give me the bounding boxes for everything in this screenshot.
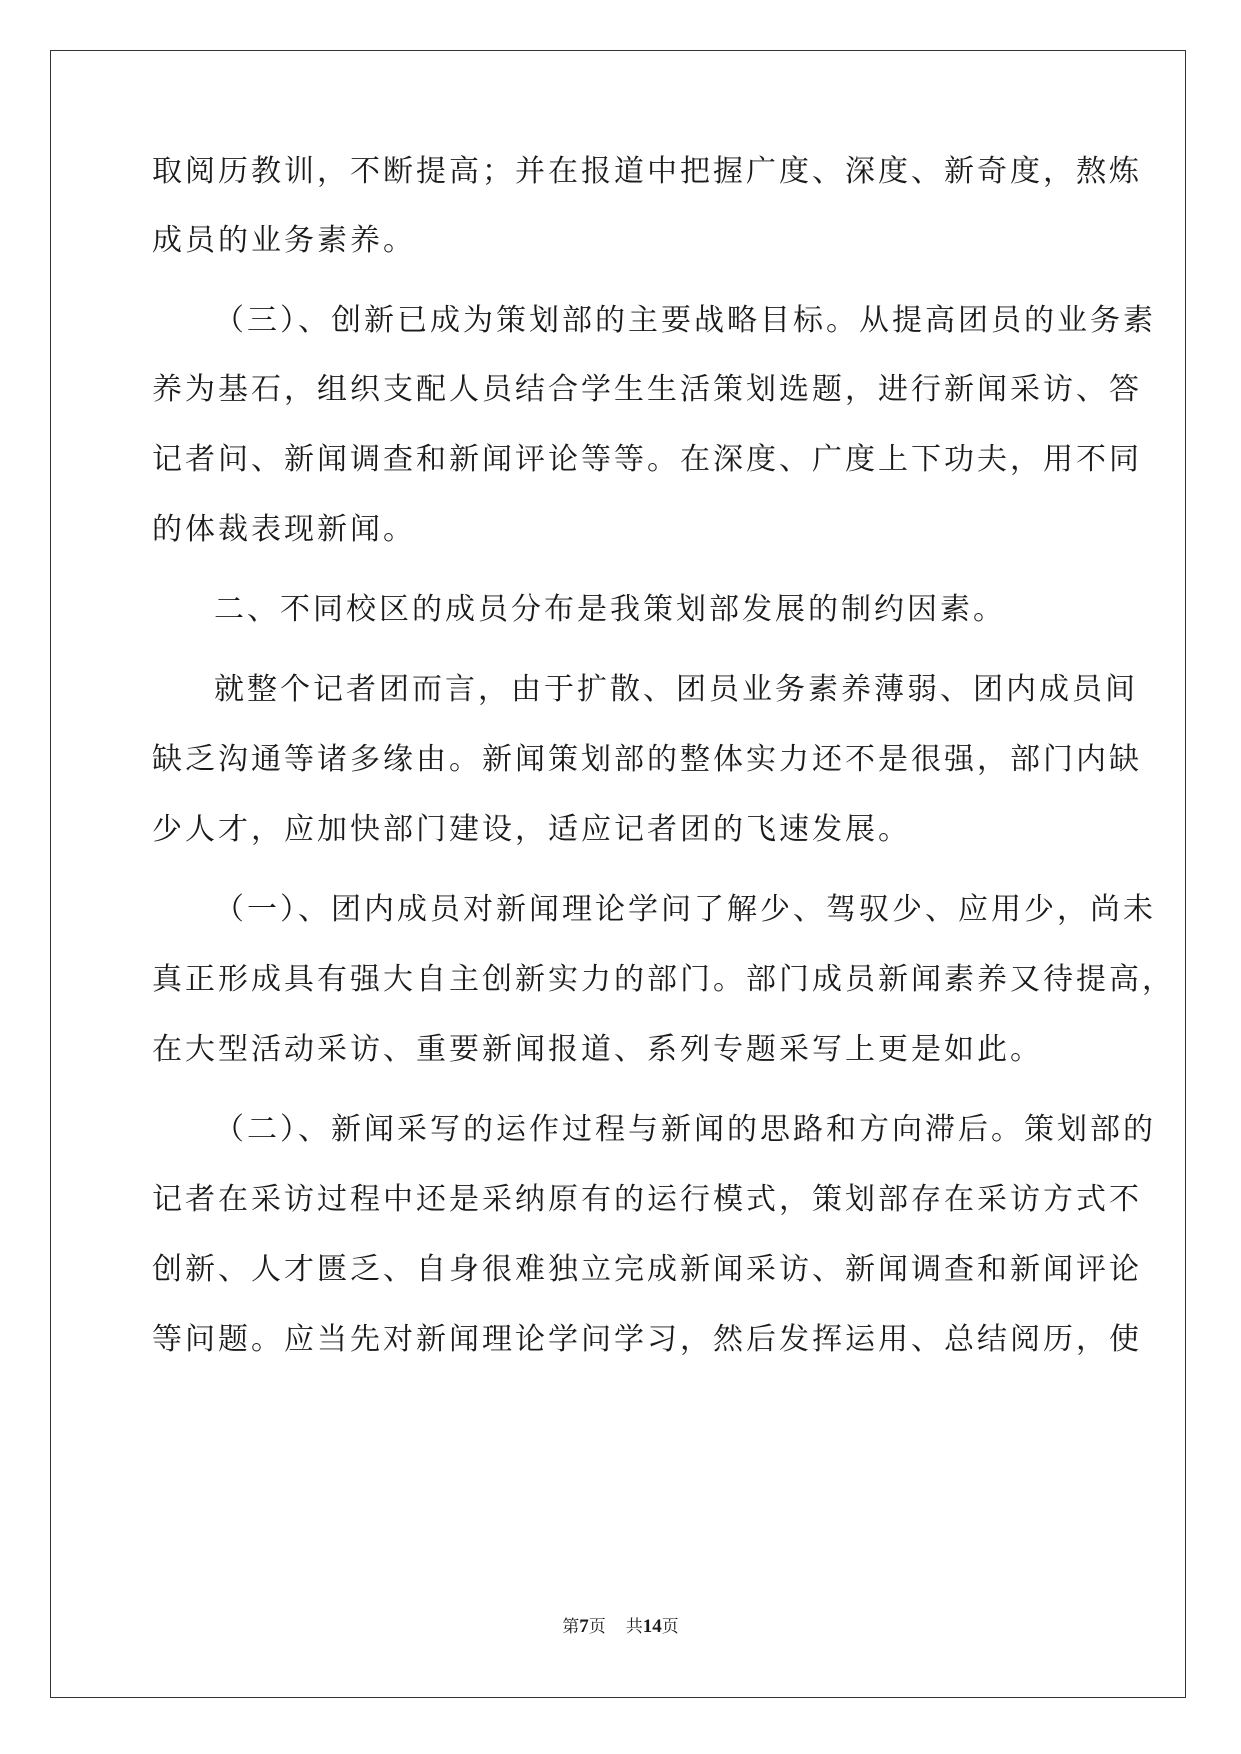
text-line: 记者问、新闻调查和新闻评论等等。在深度、广度上下功夫，用不同 (152, 442, 1142, 477)
text-line: 缺乏沟通等诸多缘由。新闻策划部的整体实力还不是很强，部门内缺 (152, 742, 1142, 777)
text-line: 成员的业务素养。 (152, 223, 416, 258)
total-suffix: 页 (661, 1617, 679, 1636)
page-suffix: 页 (588, 1617, 606, 1636)
text-line: 真正形成具有强大自主创新实力的部门。部门成员新闻素养又待提高， (152, 962, 1175, 997)
text-line: 少人才，应加快部门建设，适应记者团的飞速发展。 (152, 812, 911, 847)
text-line: （二）、新闻采写的运作过程与新闻的思路和方向滞后。策划部的 (214, 1112, 1156, 1147)
page-footer (0, 1616, 1241, 1638)
page-current: 7 (579, 1616, 589, 1637)
text-line: 等问题。应当先对新闻理论学问学习，然后发挥运用、总结阅历，使 (152, 1322, 1142, 1357)
text-line: 二、不同校区的成员分布是我策划部发展的制约因素。 (214, 592, 1006, 627)
text-line: 创新、人才匮乏、自身很难独立完成新闻采访、新闻调查和新闻评论 (152, 1252, 1142, 1287)
text-line: 取阅历教训，不断提高；并在报道中把握广度、深度、新奇度，熬炼 (152, 154, 1142, 189)
total-prefix: 共 (625, 1617, 643, 1636)
text-line: （一）、团内成员对新闻理论学问了解少、驾驭少、应用少，尚未 (214, 892, 1156, 927)
text-line: 就整个记者团而言，由于扩散、团员业务素养薄弱、团内成员间 (214, 672, 1138, 707)
page-border (50, 50, 1186, 1698)
text-line: 在大型活动采访、重要新闻报道、系列专题采写上更是如此。 (152, 1032, 1043, 1067)
text-line: 记者在采访过程中还是采纳原有的运行模式，策划部存在采访方式不 (152, 1182, 1142, 1217)
text-line: （三）、创新已成为策划部的主要战略目标。从提高团员的业务素 (214, 303, 1156, 338)
page-total: 14 (642, 1616, 662, 1637)
page-prefix: 第 (562, 1617, 580, 1636)
text-line: 的体裁表现新闻。 (152, 512, 416, 547)
text-line: 养为基石，组织支配人员结合学生生活策划选题，进行新闻采访、答 (152, 372, 1142, 407)
